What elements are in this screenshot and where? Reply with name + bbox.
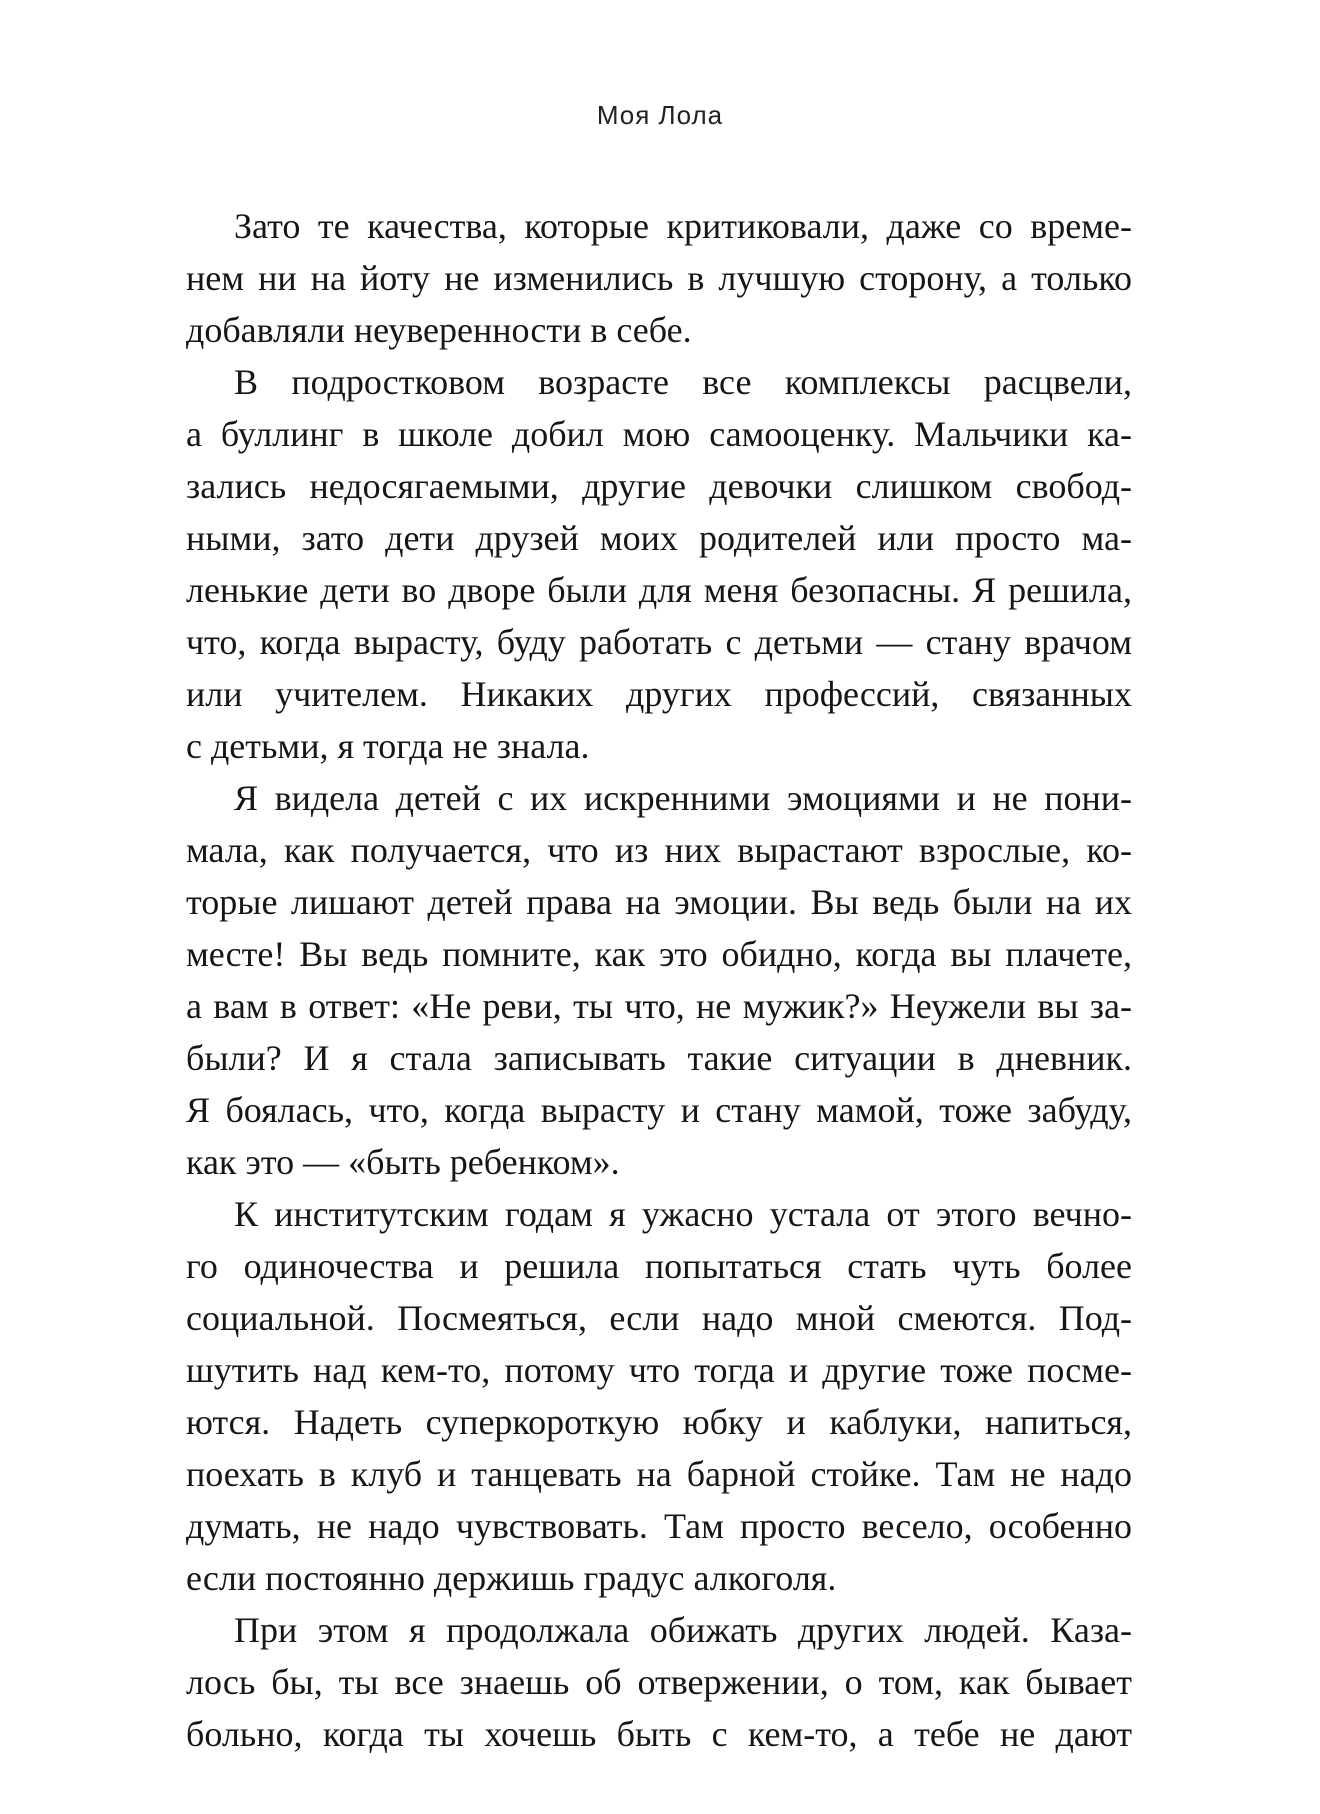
text-line: или учителем. Никаких других профессий, связанных (186, 674, 1132, 714)
text-line: мала, как получается, что из них вырастают взрослые, ко- (186, 830, 1132, 870)
paragraph-2 (186, 356, 1132, 772)
text-line: Я боялась, что, когда вырасту и стану мамой, тоже забуду, (186, 1090, 1132, 1130)
text-line: добавляли неуверенности в себе. (186, 310, 692, 350)
text-line: с детьми, я тогда не знала. (186, 726, 590, 766)
text-line: были? И я стала записывать такие ситуации в дневник. (186, 1038, 1132, 1078)
paragraph-4 (186, 1188, 1132, 1604)
text-body (186, 200, 1132, 1760)
text-line: лось бы, ты все знаешь об отвержении, о том, как бывает (186, 1662, 1132, 1702)
paragraph-1 (186, 200, 1132, 356)
text-line: го одиночества и решила попытаться стать чуть более (186, 1246, 1132, 1286)
text-line: торые лишают детей права на эмоции. Вы ведь были на их (186, 882, 1132, 922)
text-line: а вам в ответ: «Не реви, ты что, не мужик?» Неужели вы за- (186, 986, 1132, 1026)
text-line: ются. Надеть суперкороткую юбку и каблуки, напиться, (186, 1402, 1132, 1442)
paragraph-5 (186, 1604, 1132, 1760)
text-line: шутить над кем-то, потому что тогда и другие тоже посме- (186, 1350, 1132, 1390)
running-header-title: Моя Лола (596, 100, 724, 130)
text-line: если постоянно держишь градус алкоголя. (186, 1558, 837, 1598)
text-line: больно, когда ты хочешь быть с кем-то, а тебе не дают (186, 1714, 1132, 1754)
text-line: что, когда вырасту, буду работать с детьми — стану врачом (186, 622, 1132, 662)
text-line: В подростковом возрасте все комплексы расцвели, (234, 362, 1132, 402)
text-line: думать, не надо чувствовать. Там просто весело, особенно (186, 1506, 1132, 1546)
text-line: нем ни на йоту не изменились в лучшую сторону, а только (186, 258, 1132, 298)
text-line: а буллинг в школе добил мою самооценку. Мальчики ка- (186, 414, 1132, 454)
text-line: Я видела детей с их искренними эмоциями и не пони- (234, 778, 1132, 818)
text-line: При этом я продолжала обижать других людей. Каза- (234, 1610, 1132, 1650)
text-line: ленькие дети во дворе были для меня безопасны. Я решила, (186, 570, 1132, 610)
text-line: поехать в клуб и танцевать на барной стойке. Там не надо (186, 1454, 1132, 1494)
paragraph-3 (186, 772, 1132, 1188)
text-line: ными, зато дети друзей моих родителей или просто ма- (186, 518, 1132, 558)
text-line: зались недосягаемыми, другие девочки слишком свобод- (186, 466, 1132, 506)
text-line: как это — «быть ребенком». (186, 1142, 620, 1182)
text-line: социальной. Посмеяться, если надо мной смеются. Под- (186, 1298, 1132, 1338)
text-line: Зато те качества, которые критиковали, даже со време- (234, 206, 1132, 246)
text-line: месте! Вы ведь помните, как это обидно, когда вы плачете, (186, 934, 1132, 974)
text-line: К институтским годам я ужасно устала от этого вечно- (234, 1194, 1132, 1234)
